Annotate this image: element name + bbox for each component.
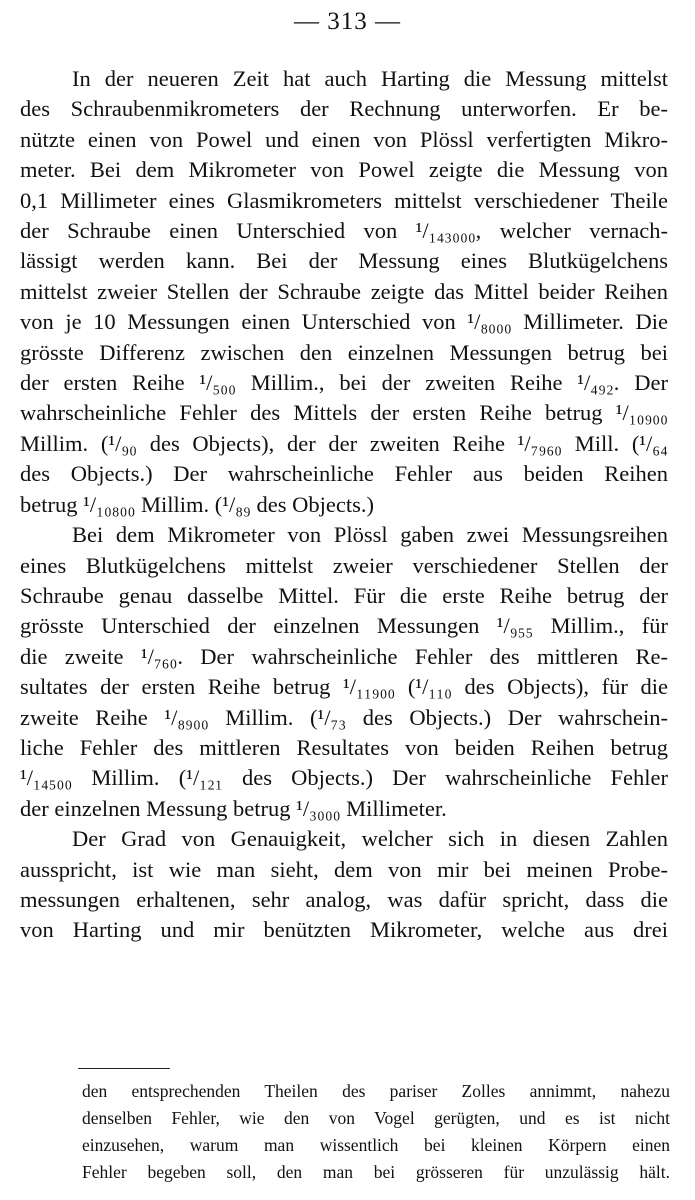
text-line: sultates der ersten Reihe betrug ¹/₁₁₉₀₀ (¹/₁₁₀ des Objects), für die [20, 674, 668, 700]
text-line: Bei dem Mikrometer von Plössl gaben zwei Messungsreihen [72, 522, 668, 548]
paragraph-1 [20, 64, 668, 520]
text-line: In der neueren Zeit hat auch Harting die Messung mittelst [72, 66, 668, 91]
text-line: der einzelnen Messung betrug ¹/₃₀₀₀ Millimeter. [20, 795, 447, 821]
text-line: betrug ¹/₁₀₈₀₀ Millim. (¹/₈₉ des Objects.) [20, 491, 374, 517]
footnote-line: den entsprechenden Theilen des pariser Zolles annimmt, nahezu [82, 1081, 670, 1101]
text-line: lässigt werden kann. Bei der Messung eines Blutkügelchens [20, 248, 668, 274]
text-line: 0,1 Millimeter eines Glasmikrometers mittelst verschiedener Theile [20, 187, 668, 213]
paragraph-2 [20, 520, 668, 824]
text-line: der ersten Reihe ¹/₅₀₀ Millim., bei der zweiten Reihe ¹/₄₉₂. Der [20, 370, 668, 396]
text-line: grösste Unterschied der einzelnen Messungen ¹/₉₅₅ Millim., für [20, 613, 668, 639]
footnote [82, 1078, 670, 1186]
footnote-divider [78, 1068, 170, 1069]
text-line: Schraube genau dasselbe Mittel. Für die erste Reihe betrug der [20, 582, 668, 608]
page-number: — 313 — [294, 8, 401, 35]
text-line: mittelst zweier Stellen der Schraube zeigte das Mittel beider Reihen [20, 278, 668, 304]
text-line: der Schraube einen Unterschied von ¹/₁₄₃₀₀₀, welcher vernach- [20, 218, 668, 244]
footnote-line: Fehler begeben soll, den man bei grösseren für unzulässig hält. [82, 1162, 670, 1182]
text-line: liche Fehler des mittleren Resultates von beiden Reihen betrug [20, 734, 668, 760]
text-line: wahrscheinliche Fehler des Mittels der ersten Reihe betrug ¹/₁₀₉₀₀ [20, 400, 668, 426]
text-line: Der Grad von Genauigkeit, welcher sich in diesen Zahlen [72, 826, 668, 852]
text-line: von je 10 Messungen einen Unterschied von ¹/₈₀₀₀ Millimeter. Die [20, 309, 668, 335]
text-line: ausspricht, ist wie man sieht, dem von mir bei meinen Probe- [20, 856, 668, 882]
text-line: ¹/₁₄₅₀₀ Millim. (¹/₁₂₁ des Objects.) Der wahrscheinliche Fehler [20, 765, 668, 791]
text-line: die zweite ¹/₇₆₀. Der wahrscheinliche Fehler des mittleren Re- [20, 643, 668, 669]
text-line: zweite Reihe ¹/₈₉₀₀ Millim. (¹/₇₃ des Objects.) Der wahrschein- [20, 704, 668, 730]
text-line: grösste Differenz zwischen den einzelnen Messungen betrug bei [20, 339, 668, 365]
body-text [20, 64, 668, 946]
text-line: nützte einen von Powel und einen von Plössl verfertigten Mikro- [20, 126, 668, 152]
text-line: meter. Bei dem Mikrometer von Powel zeigte die Messung von [20, 157, 668, 183]
footnote-line: denselben Fehler, wie den von Vogel gerügten, und es ist nicht [82, 1108, 670, 1128]
text-line: messungen erhaltenen, sehr analog, was dafür spricht, dass die [20, 886, 668, 912]
text-line: von Harting und mir benützten Mikrometer, welche aus drei [20, 917, 668, 943]
text-line: des Schraubenmikrometers der Rechnung unterworfen. Er be- [20, 96, 668, 122]
paragraph-3 [20, 824, 668, 946]
text-line: des Objects.) Der wahrscheinliche Fehler aus beiden Reihen [20, 461, 668, 487]
text-line: eines Blutkügelchens mittelst zweier verschiedener Stellen der [20, 552, 668, 578]
footnote-line: einzusehen, warum man wissentlich bei kleinen Körpern einen [82, 1135, 670, 1155]
text-line: Millim. (¹/₉₀ des Objects), der der zweiten Reihe ¹/₇₉₆₀ Mill. (¹/₆₄ [20, 430, 668, 456]
